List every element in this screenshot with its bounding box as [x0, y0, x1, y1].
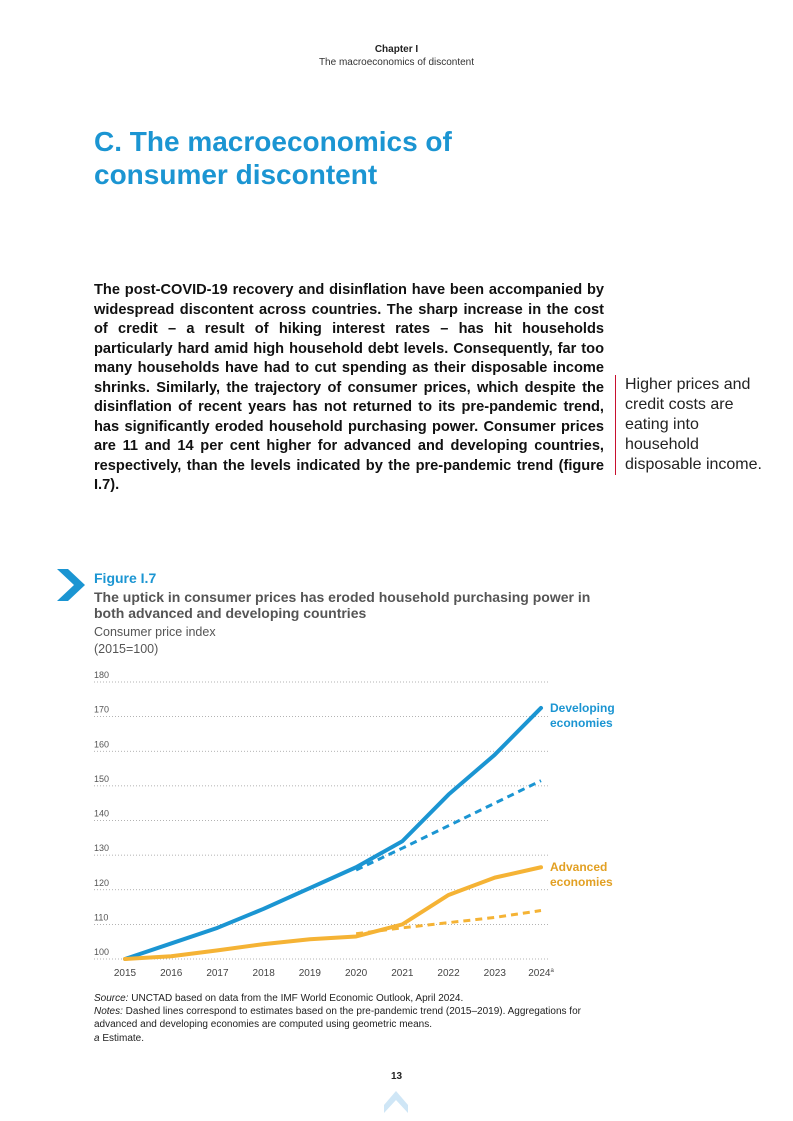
footnote-label: a [94, 1032, 100, 1044]
figure-label: Figure I.7 [94, 570, 157, 586]
y-tick-label: 150 [94, 773, 110, 784]
chevron-up-icon[interactable] [383, 1089, 409, 1115]
notes-note [94, 1005, 614, 1031]
figure-subtitle [94, 624, 216, 657]
series-line [125, 867, 541, 959]
chapter-label: Chapter I [374, 44, 419, 55]
y-tick-label: 110 [94, 912, 109, 923]
y-tick-label: 130 [94, 843, 110, 854]
series-line [125, 708, 541, 959]
x-tick-label: 2016 [160, 968, 183, 979]
y-tick-label: 140 [94, 808, 110, 819]
y-tick-label: 170 [94, 704, 110, 715]
x-tick-label: 2015 [113, 968, 137, 979]
source-note [94, 992, 614, 1005]
chevron-right-icon [57, 569, 85, 601]
pull-quote: Higher prices and credit costs are eating into household disposable income. [615, 375, 765, 475]
x-tick-label: 2021 [391, 968, 414, 979]
footnote-text: Estimate. [99, 1032, 145, 1044]
y-tick-label: 160 [94, 739, 110, 750]
notes-text: Dashed lines correspond to estimates based on the pre-pandemic trend (2015–2019). Aggregations for advanced and developing economies are computed using geometric means. [94, 1006, 581, 1031]
figure-subtitle-line: (2015=100) [94, 641, 159, 656]
x-tick-label: 2023 [483, 968, 506, 979]
x-tick-label: 2019 [298, 968, 322, 979]
page-number: 13 [390, 1071, 403, 1082]
y-tick-label: 180 [94, 670, 110, 680]
x-tick-label: 2024$^a$ [528, 968, 554, 979]
series-label: Advanced economies [550, 860, 613, 890]
source-text: UNCTAD based on data from the IMF World Economic Outlook, April 2024. [128, 993, 464, 1004]
x-tick-label: 2020 [344, 968, 368, 979]
figure-notes [94, 992, 614, 1045]
series-label: Developing economies [550, 700, 615, 730]
y-tick-label: 100 [94, 947, 110, 957]
chapter-title: The macroeconomics of discontent [318, 57, 475, 68]
running-header [0, 43, 793, 69]
x-tick-label: 2018 [252, 968, 275, 979]
figure-title: The uptick in consumer prices has eroded household purchasing power in both advanced and developing countries [94, 589, 591, 621]
section-title: C. The macroeconomics of consumer discontent [94, 126, 452, 190]
y-tick-label: 120 [94, 877, 110, 888]
cpi-line-chart [0, 670, 793, 985]
source-label: Source: [94, 993, 129, 1004]
x-tick-label: 2022 [437, 968, 460, 979]
figure-subtitle-line: Consumer price index [94, 625, 216, 639]
lead-paragraph: The post-COVID-19 recovery and disinflation have been accompanied by widespread discontent across countries. The sharp increase in the cost of credit – a result of hiking interest rates – has hit households particularly hard amid high household debt levels. Consequently, far too many households have had to cut spending as their disposable income shrinks. Similarly, the trajectory of consumer prices, which despite the disinflation of recent years has not returned to its pre-pandemic trend, has significantly eroded household purchasing power. Consumer prices are 11 and 14 per cent higher for advanced and developing countries, respectively, than the levels indicated by the pre-pandemic trend (figure I.7). [94, 282, 604, 493]
footnote [94, 1032, 614, 1045]
x-tick-label: 2017 [206, 968, 229, 979]
notes-label: Notes: [94, 1006, 123, 1018]
